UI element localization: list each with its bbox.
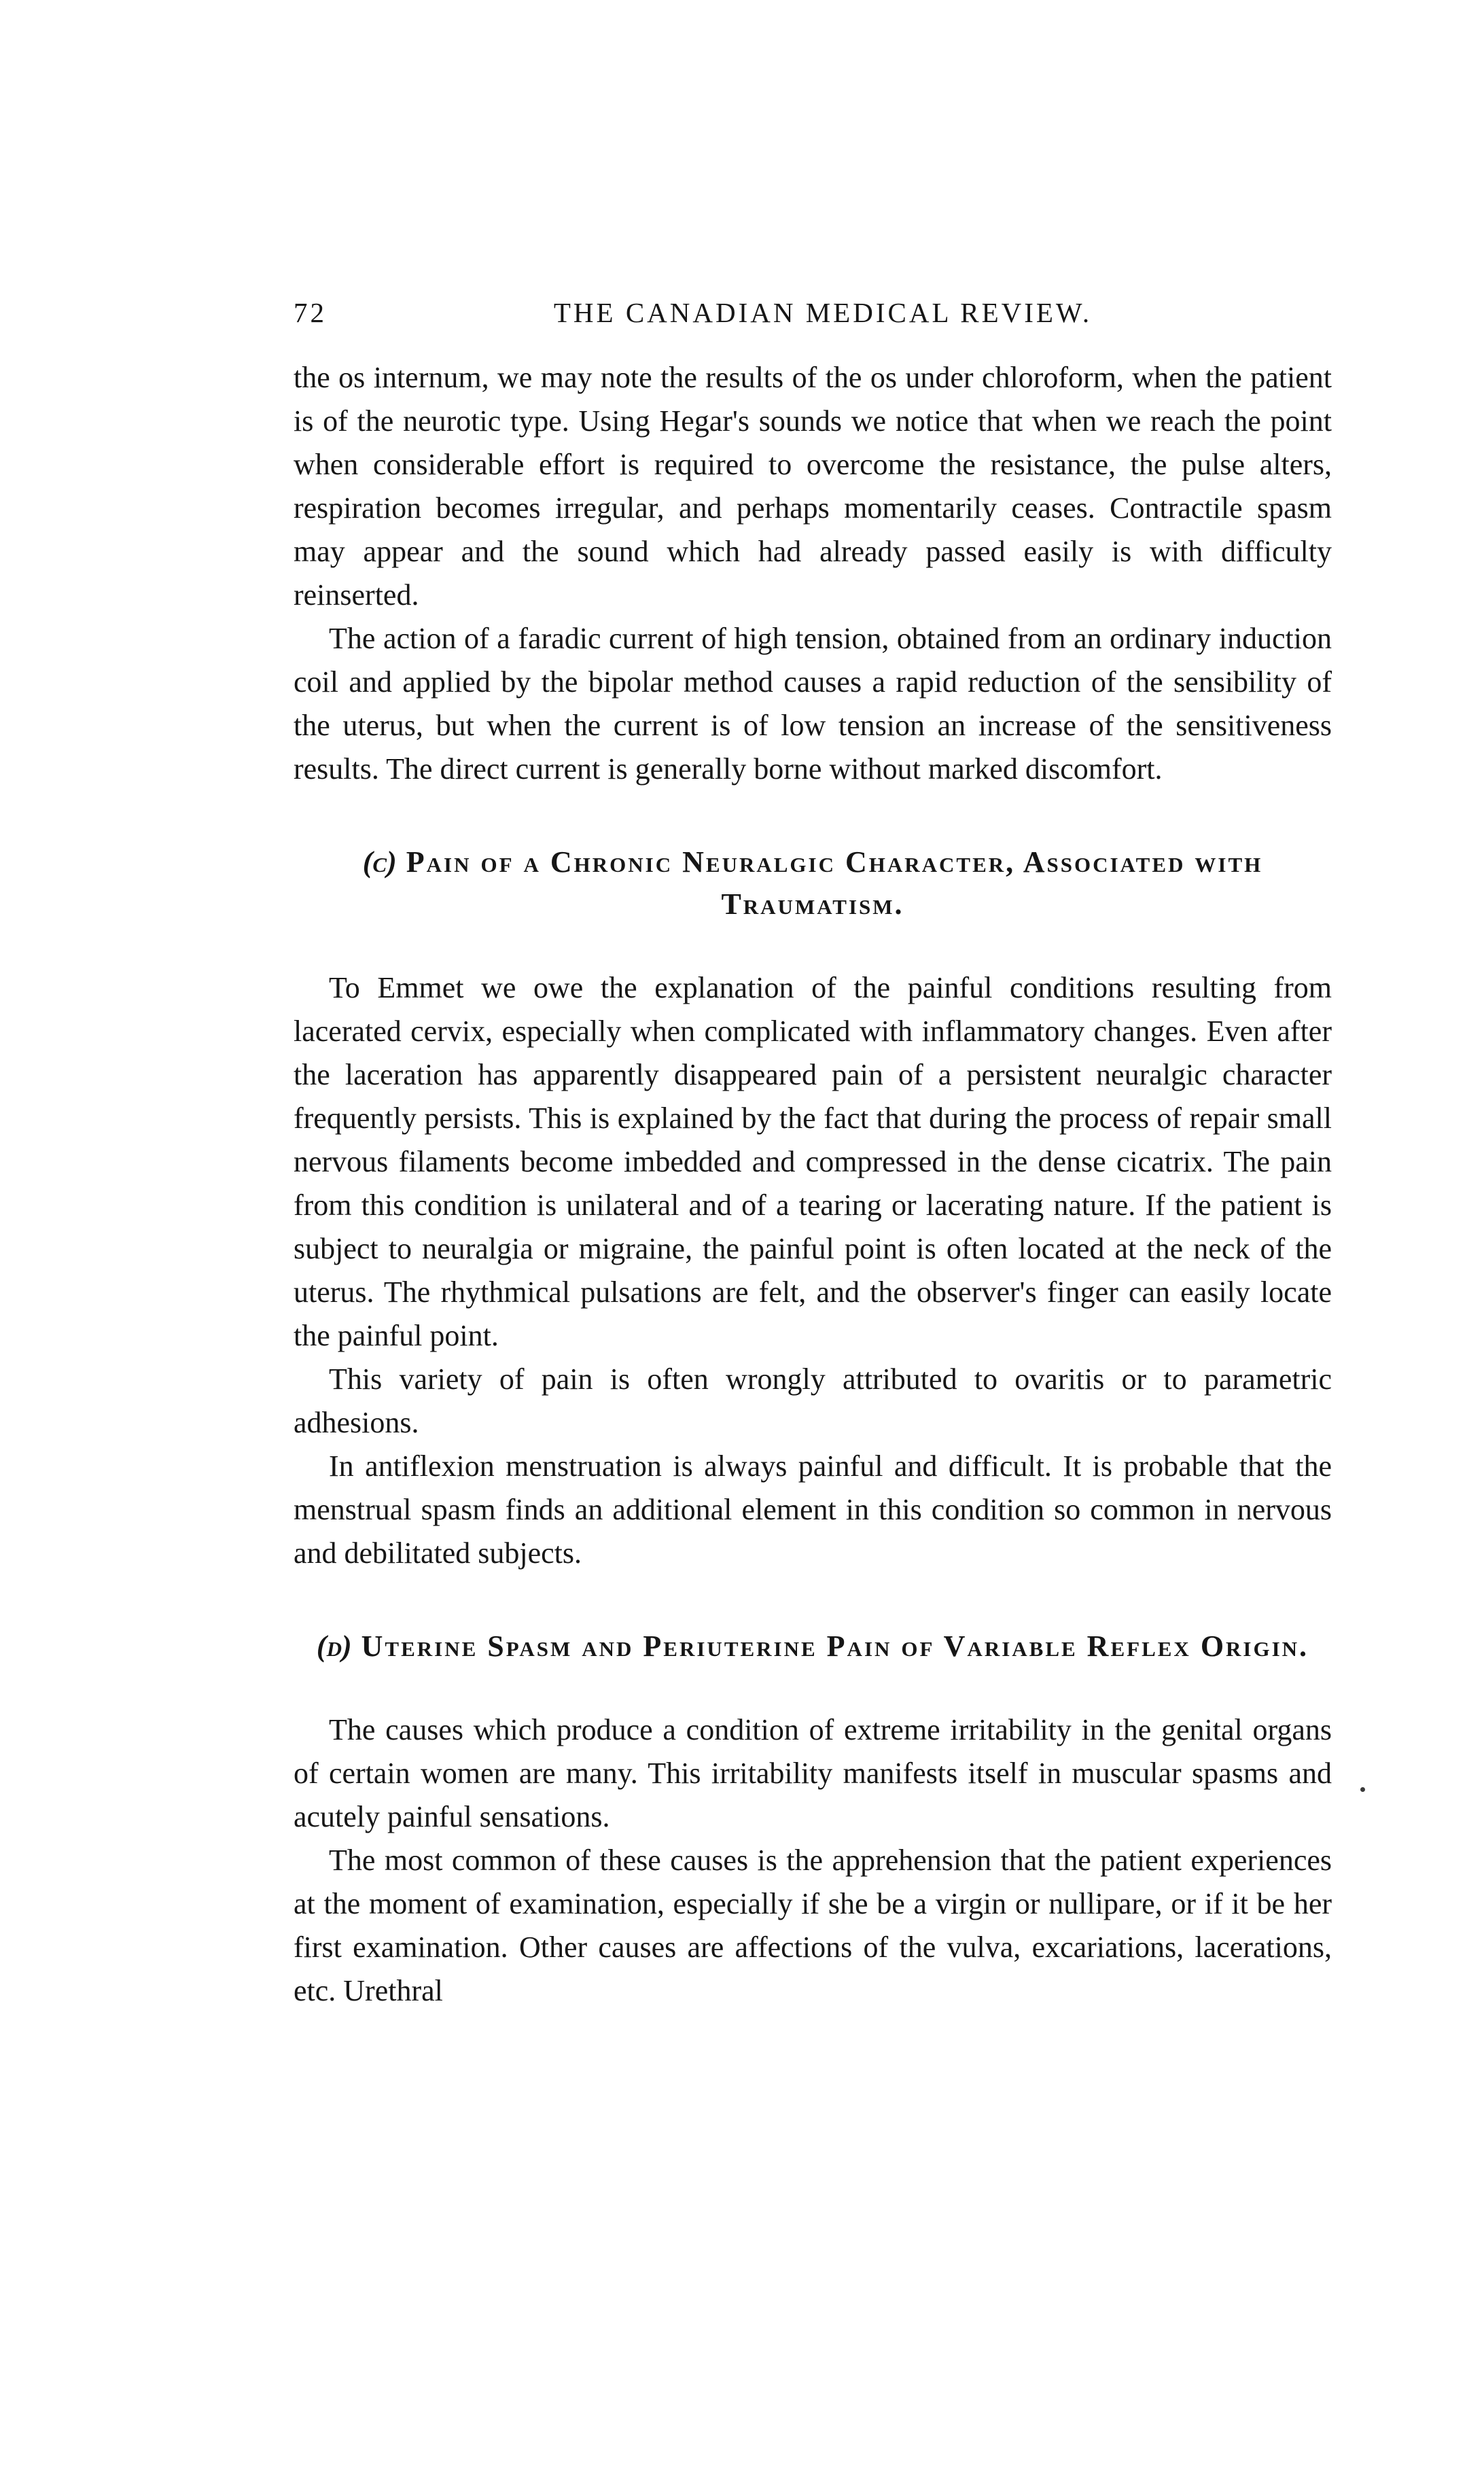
paragraph-apprehension: The most common of these causes is the apprehension that the patient experiences at the moment of examination, especially if she be a virgin or nullipare, or if it be her first examination. Other causes are affections of the vulva, excariations, lacerations, etc. Urethral [294, 1844, 1332, 2007]
section-label-d: (d) [316, 1630, 352, 1663]
paragraph-irritability: The causes which produce a condition of extreme irritability in the genital organs of certain women are many. This irritability manifests itself in muscular spasms and acutely painful sensations. [294, 1713, 1332, 1833]
running-header [294, 296, 1332, 344]
paragraph-emmet: To Emmet we owe the explanation of the painful conditions resulting from lacerated cervix, especially when complicated with inflammatory changes. Even after the laceration has apparently disappeared pain of a persistent neuralgic character frequently persists. This is explained by the fact that during the process of repair small nervous filaments become imbedded and compressed in the dense cicatrix. The pain from this condition is unilateral and of a tearing or lacerating nature. If the patient is subject to neuralgia or migraine, the painful point is often located at the neck of the uterus. The rhythmical pulsations are felt, and the observer's finger can easily locate the painful point. [294, 971, 1332, 1352]
section-title-d: Uterine Spasm and Periuterine Pain of Variable Reflex Origin. [361, 1630, 1309, 1663]
paragraph-antiflexion: In antiflexion menstruation is always painful and difficult. It is probable that the menstrual spasm finds an additional element in this condition so common in nervous and debilitated subjects. [294, 1449, 1332, 1570]
section-heading-c [294, 841, 1332, 926]
page-number: 72 [294, 297, 327, 328]
paragraph-os-internum: the os internum, we may note the results of the os under chloroform, when the patient is of the neurotic type. Using Hegar's sounds we notice that when we reach the point when considerable effort is required to overcome the resistance, the pulse alters, respiration becomes irregular, and perhaps momentarily ceases. Contractile spasm may appear and the sound which had already passed easily is with difficulty reinserted. [294, 361, 1332, 612]
article-body [294, 356, 1332, 2013]
paragraph-faradic-current: The action of a faradic current of high tension, obtained from an ordinary induction coil and applied by the bipolar method causes a rapid reduction of the sensibility of the uterus, but when the current is of low tension an increase of the sensitiveness results. The direct current is generally borne without marked discomfort. [294, 622, 1332, 786]
section-label-c: (c) [362, 845, 397, 879]
journal-title: THE CANADIAN MEDICAL REVIEW. [553, 297, 1093, 328]
print-speck [1360, 1787, 1365, 1792]
paragraph-ovaritis: This variety of pain is often wrongly attributed to ovaritis or to parametric adhesions. [294, 1362, 1332, 1439]
section-title-c: Pain of a Chronic Neuralgic Character, Associated with Traumatism. [406, 845, 1263, 921]
document-page [294, 296, 1332, 2013]
section-heading-d [294, 1625, 1332, 1668]
